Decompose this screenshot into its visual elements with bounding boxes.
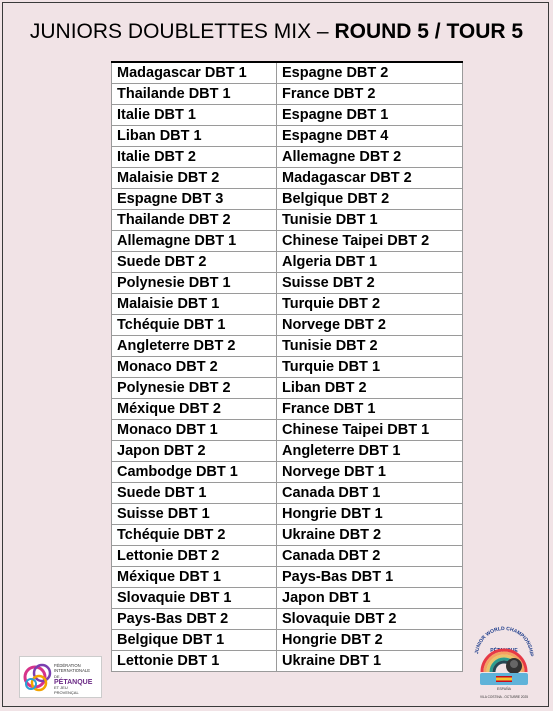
team-a-cell: Italie DBT 1 [112, 105, 277, 126]
team-b-cell: Turquie DBT 1 [277, 357, 463, 378]
match-row [112, 441, 463, 462]
match-row [112, 588, 463, 609]
team-a-cell: Polynesie DBT 1 [112, 273, 277, 294]
match-row [112, 462, 463, 483]
match-row [112, 630, 463, 651]
team-a-cell: Lettonie DBT 2 [112, 546, 277, 567]
team-b-cell: Pays-Bas DBT 1 [277, 567, 463, 588]
match-row [112, 84, 463, 105]
team-a-cell: Angleterre DBT 2 [112, 336, 277, 357]
team-a-cell: Monaco DBT 1 [112, 420, 277, 441]
team-a-cell: Méxique DBT 1 [112, 567, 277, 588]
team-a-cell: Allemagne DBT 1 [112, 231, 277, 252]
match-row [112, 105, 463, 126]
team-b-cell: Angleterre DBT 1 [277, 441, 463, 462]
team-a-cell: Suisse DBT 1 [112, 504, 277, 525]
federation-petanque-logo [19, 656, 102, 698]
team-a-cell: Lettonie DBT 1 [112, 651, 277, 672]
match-row [112, 168, 463, 189]
team-a-cell: Polynesie DBT 2 [112, 378, 277, 399]
logo-flag: ESPAÑA [497, 687, 511, 691]
team-a-cell: Tchéquie DBT 2 [112, 525, 277, 546]
match-row [112, 483, 463, 504]
team-b-cell: Suisse DBT 2 [277, 273, 463, 294]
team-a-cell: Suede DBT 1 [112, 483, 277, 504]
team-a-cell: Monaco DBT 2 [112, 357, 277, 378]
team-a-cell: Thailande DBT 2 [112, 210, 277, 231]
team-a-cell: Tchéquie DBT 1 [112, 315, 277, 336]
team-b-cell: Espagne DBT 1 [277, 105, 463, 126]
federation-logo-icon [20, 657, 101, 697]
team-b-cell: Espagne DBT 2 [277, 62, 463, 84]
match-row [112, 336, 463, 357]
match-row [112, 252, 463, 273]
match-row [112, 420, 463, 441]
team-a-cell: Madagascar DBT 1 [112, 62, 277, 84]
logo-sub: PÉTANQUE [490, 648, 518, 654]
team-a-cell: Malaisie DBT 2 [112, 168, 277, 189]
team-a-cell: Espagne DBT 3 [112, 189, 277, 210]
team-a-cell: Cambodge DBT 1 [112, 462, 277, 483]
match-row [112, 504, 463, 525]
match-row [112, 210, 463, 231]
match-row [112, 357, 463, 378]
team-b-cell: France DBT 2 [277, 84, 463, 105]
match-row [112, 525, 463, 546]
team-b-cell: Slovaquie DBT 2 [277, 609, 463, 630]
fed-line3: DE [54, 674, 60, 679]
match-row [112, 378, 463, 399]
fed-line2: INTERNATIONALE [54, 668, 90, 673]
team-a-cell: Belgique DBT 1 [112, 630, 277, 651]
team-a-cell: Italie DBT 2 [112, 147, 277, 168]
team-a-cell: Pays-Bas DBT 2 [112, 609, 277, 630]
team-b-cell: Tunisie DBT 2 [277, 336, 463, 357]
team-a-cell: Suede DBT 2 [112, 252, 277, 273]
team-b-cell: Turquie DBT 2 [277, 294, 463, 315]
team-b-cell: Chinese Taipei DBT 1 [277, 420, 463, 441]
team-b-cell: Canada DBT 1 [277, 483, 463, 504]
junior-world-championship-logo [470, 622, 538, 702]
match-row [112, 609, 463, 630]
team-b-cell: Algeria DBT 1 [277, 252, 463, 273]
fed-line4: ET JEU [54, 685, 68, 690]
match-row [112, 126, 463, 147]
match-row [112, 567, 463, 588]
fed-line5: PROVENÇAL [54, 690, 79, 695]
match-row [112, 399, 463, 420]
team-b-cell: Belgique DBT 2 [277, 189, 463, 210]
match-row [112, 294, 463, 315]
logo-footer: VILA COSTINA - OCTUBRE 2025 [479, 695, 529, 699]
team-b-cell: Norvege DBT 2 [277, 315, 463, 336]
team-b-cell: Ukraine DBT 2 [277, 525, 463, 546]
match-row [112, 62, 463, 84]
team-b-cell: Espagne DBT 4 [277, 126, 463, 147]
title-round: ROUND 5 / TOUR 5 [334, 20, 524, 43]
match-row [112, 651, 463, 672]
fed-line1: FÉDÉRATION [54, 663, 81, 668]
match-row [112, 273, 463, 294]
team-a-cell: Méxique DBT 2 [112, 399, 277, 420]
matches-table [111, 61, 463, 672]
team-a-cell: Liban DBT 1 [112, 126, 277, 147]
team-a-cell: Japon DBT 2 [112, 441, 277, 462]
team-b-cell: Hongrie DBT 2 [277, 630, 463, 651]
team-a-cell: Thailande DBT 1 [112, 84, 277, 105]
team-b-cell: Chinese Taipei DBT 2 [277, 231, 463, 252]
team-a-cell: Malaisie DBT 1 [112, 294, 277, 315]
team-b-cell: Hongrie DBT 1 [277, 504, 463, 525]
team-b-cell: Norvege DBT 1 [277, 462, 463, 483]
team-b-cell: Ukraine DBT 1 [277, 651, 463, 672]
team-b-cell: Madagascar DBT 2 [277, 168, 463, 189]
page-title [0, 20, 553, 44]
team-b-cell: Japon DBT 1 [277, 588, 463, 609]
logo-arc-text: JUNIOR WORLD CHAMPIONSHIP [474, 625, 535, 657]
team-b-cell: Liban DBT 2 [277, 378, 463, 399]
team-b-cell: Canada DBT 2 [277, 546, 463, 567]
match-row [112, 315, 463, 336]
team-b-cell: Allemagne DBT 2 [277, 147, 463, 168]
team-b-cell: Tunisie DBT 1 [277, 210, 463, 231]
team-a-cell: Slovaquie DBT 1 [112, 588, 277, 609]
title-prefix: JUNIORS DOUBLETTES MIX – [29, 20, 335, 43]
team-b-cell: France DBT 1 [277, 399, 463, 420]
fed-brand: PÉTANQUE [54, 679, 93, 686]
championship-logo-icon [470, 622, 538, 702]
match-row [112, 189, 463, 210]
match-row [112, 546, 463, 567]
match-row [112, 147, 463, 168]
match-row [112, 231, 463, 252]
